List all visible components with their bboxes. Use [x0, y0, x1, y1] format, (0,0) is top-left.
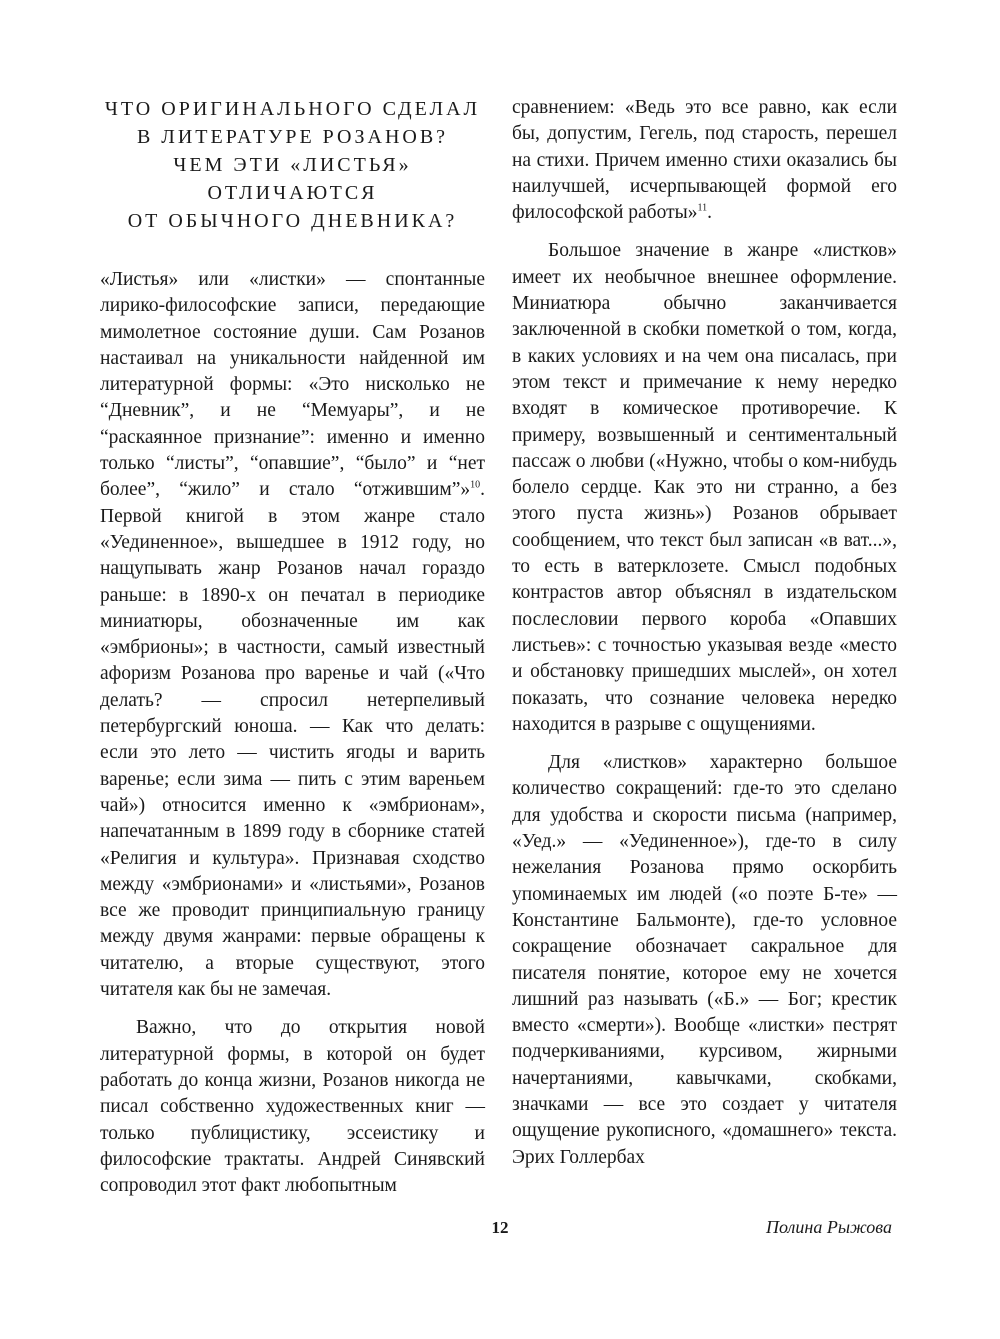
- footnote-marker: 10: [470, 479, 481, 491]
- paragraph-text: сравнением: «Ведь это все равно, как если бы, допустим, Гегель, под старость, перешел на стихи. Причем именно стихи оказались бы наилучшей, исчерпывающей формой его философской работы»: [512, 97, 897, 224]
- paragraph-text: .: [707, 202, 712, 224]
- body-paragraph: [512, 95, 897, 226]
- heading-line: ОТЛИЧАЮТСЯ: [207, 182, 378, 204]
- body-paragraph: Большое значение в жанре «листков» имеет их необычное внешнее оформление. Миниатюра обычно заканчивается заключенной в скобки пометкой о том, когда, в каких условиях и на чем она писалась, при этом текст и примечание к нему нередко входят в комическое противоречие. К примеру, возвышенный и сентиментальный пассаж о любви («Нужно, чтобы о ком-нибудь болело сердце. Как это ни странно, а без этого пуста жизнь») Розанов обрывает сообщением, что текст был записан «в ват...», то есть в ватерклозете. Смысл подобных контрастов автор объяснял в издательском послесловии первого короба «Опавших листьев»: с точностью указывая везде «место и обстановку пришедших мыслей», он хотел показать, что сознание человека нередко находится в разрыве с ощущениями.: [512, 240, 897, 735]
- heading-line: В ЛИТЕРАТУРЕ РОЗАНОВ?: [136, 126, 449, 148]
- heading-line: ЧТО ОРИГИНАЛЬНОГО СДЕЛАЛ: [104, 98, 481, 120]
- paragraph-text: . Первой книгой в этом жанре стало «Уединенное», вышедшее в 1912 году, но нащупывать жанр Розанов начал гораздо раньше: в 1890-х он печатал в периодике миниатюры, обозначенные им как «эмбрионы»; в частности, самый известный афоризм Розанова про варенье и чай («Что делать? — спросил нетерпеливый петербургский юноша. — Как что делать: если это лето — чистить ягоды и варить варенье; если зима — пить с этим вареньем чай») относится именно к «эмбрионам», напечатанным в 1899 году в сборнике статей «Религия и культура». Признавая сходство между «эмбрионами» и «листьями», Розанов все же проводит принципиальную границу между двумя жанрами: первые обращены к читателю, а вторые существуют, этого читателя как бы не замечая.: [100, 479, 485, 1001]
- section-heading: [100, 95, 485, 235]
- heading-line: ОТ ОБЫЧНОГО ДНЕВНИКА?: [127, 210, 458, 232]
- right-column: [512, 95, 897, 1183]
- body-paragraph: [100, 267, 485, 1003]
- page-number: 12: [491, 1218, 509, 1237]
- left-column: [100, 95, 485, 1211]
- heading-line: ЧЕМ ЭТИ «ЛИСТЬЯ»: [173, 154, 412, 176]
- body-paragraph: Для «листков» характерно большое количество сокращений: где-то это сделано для удобства и скорости письма (например, «Уед.» — «Уединенное»), где-то в силу нежелания Розанова прямо оскорбить упоминаемых им людей («о поэте Б-те» — Константине Бальмонте), где-то условное сокращение обозначает сакральное для писателя понятие, которое ему не хочется лишний раз называть («Б.» — Бог; крестик вместо «смерти»). Вообще «листки» пестрят подчеркиваниями, курсивом, жирными начертаниями, кавычками, скобками, значками — все это создает у читателя ощущение рукописного, «домашнего» текста. Эрих Голлербах: [512, 752, 897, 1168]
- footnote-marker: 11: [697, 202, 708, 214]
- body-paragraph: Важно, что до открытия новой литературной формы, в которой он будет работать до конца жизни, Розанов никогда не писал собственно художественных книг — только публицистику, эссеистику и философские трактаты. Андрей Синявский сопроводил этот факт любопытным: [100, 1017, 485, 1197]
- paragraph-text: «Листья» или «листки» — спонтанные лирико-философские записи, передающие мимолетное состояние души. Сам Розанов настаивал на уникальности найденной им литературной формы: «Это нисколько не “Дневник”, и не “Мемуары”, и не “раскаянное признание”: именно и именно только “листы”, “опавшие”, “было” и “нет более”, “жило” и стало “отжившим”»: [100, 269, 485, 501]
- running-footer-author: Полина Рыжова: [766, 1217, 892, 1237]
